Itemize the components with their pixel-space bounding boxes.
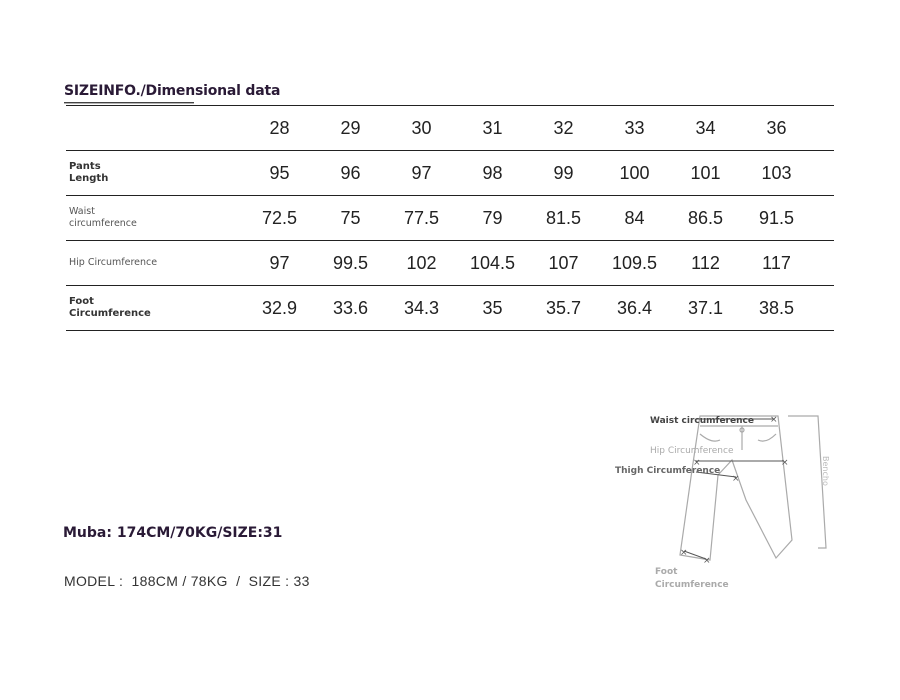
table-cell: 33.6 [315, 286, 386, 331]
table-cell: 103 [741, 151, 812, 196]
table-cell: 112 [670, 241, 741, 286]
table-row [66, 151, 834, 196]
table-row [66, 196, 834, 241]
table-cell: 98 [457, 151, 528, 196]
table-cell: 86.5 [670, 196, 741, 241]
thigh-label: Thigh Circumference [615, 466, 721, 476]
row-label-waist: Waist circumference [66, 196, 244, 241]
table-cell: 95 [244, 151, 315, 196]
table-cell: 100 [599, 151, 670, 196]
cross-mark-icon: × [732, 474, 740, 484]
page-title: SIZEINFO./Dimensional data [64, 83, 281, 99]
table-cell: 35 [457, 286, 528, 331]
table-cell: 91.5 [741, 196, 812, 241]
header-pad [812, 106, 834, 151]
table-cell: 101 [670, 151, 741, 196]
model-info: MODEL : 188CM / 78KG / SIZE : 33 [64, 573, 310, 589]
table-cell: 36.4 [599, 286, 670, 331]
size-header: 30 [386, 106, 457, 151]
brand-watermark: Bencho [821, 456, 830, 486]
table-cell: 84 [599, 196, 670, 241]
cross-mark-icon: × [693, 458, 701, 468]
table-cell: 96 [315, 151, 386, 196]
row-pad [812, 196, 834, 241]
table-cell: 109.5 [599, 241, 670, 286]
pants-measure-diagram [600, 400, 860, 600]
cross-mark-icon: × [703, 556, 711, 566]
table-cell: 99 [528, 151, 599, 196]
size-header: 32 [528, 106, 599, 151]
header-corner [66, 106, 244, 151]
table-cell: 97 [386, 151, 457, 196]
table-cell: 75 [315, 196, 386, 241]
table-row [66, 286, 834, 331]
size-header-row [66, 106, 834, 151]
pocket-line [700, 434, 720, 441]
table-cell: 32.9 [244, 286, 315, 331]
size-header: 34 [670, 106, 741, 151]
waist-label: Waist circumference [650, 416, 754, 426]
cross-mark-icon: × [781, 458, 789, 468]
pants-outline [680, 416, 792, 560]
pocket-line-right [758, 434, 776, 441]
size-header: 29 [315, 106, 386, 151]
table-cell: 99.5 [315, 241, 386, 286]
table-cell: 117 [741, 241, 812, 286]
table-cell: 104.5 [457, 241, 528, 286]
table-row [66, 241, 834, 286]
size-header: 28 [244, 106, 315, 151]
table-cell: 72.5 [244, 196, 315, 241]
title-underline [64, 101, 194, 104]
table-cell: 97 [244, 241, 315, 286]
size-header: 33 [599, 106, 670, 151]
foot-label-2: Circumference [655, 580, 729, 590]
table-cell: 102 [386, 241, 457, 286]
row-label-foot: Foot Circumference [66, 286, 244, 331]
table-cell: 37.1 [670, 286, 741, 331]
row-pad [812, 286, 834, 331]
table-cell: 81.5 [528, 196, 599, 241]
size-header: 36 [741, 106, 812, 151]
muba-info: Muba: 174CM/70KG/SIZE:31 [63, 525, 283, 541]
table-cell: 79 [457, 196, 528, 241]
pants-side-outline [788, 416, 826, 548]
cross-mark-icon: × [770, 415, 778, 425]
size-header: 31 [457, 106, 528, 151]
foot-label-1: Foot [655, 567, 678, 577]
row-label-pants-length: Pants Length [66, 151, 244, 196]
hip-label: Hip Circumference [650, 446, 734, 456]
table-cell: 35.7 [528, 286, 599, 331]
size-table [66, 105, 834, 331]
table-cell: 38.5 [741, 286, 812, 331]
table-cell: 107 [528, 241, 599, 286]
cross-mark-icon: × [680, 548, 688, 558]
table-cell: 34.3 [386, 286, 457, 331]
row-label-hip: Hip Circumference [66, 241, 244, 286]
row-pad [812, 151, 834, 196]
row-pad [812, 241, 834, 286]
table-cell: 77.5 [386, 196, 457, 241]
